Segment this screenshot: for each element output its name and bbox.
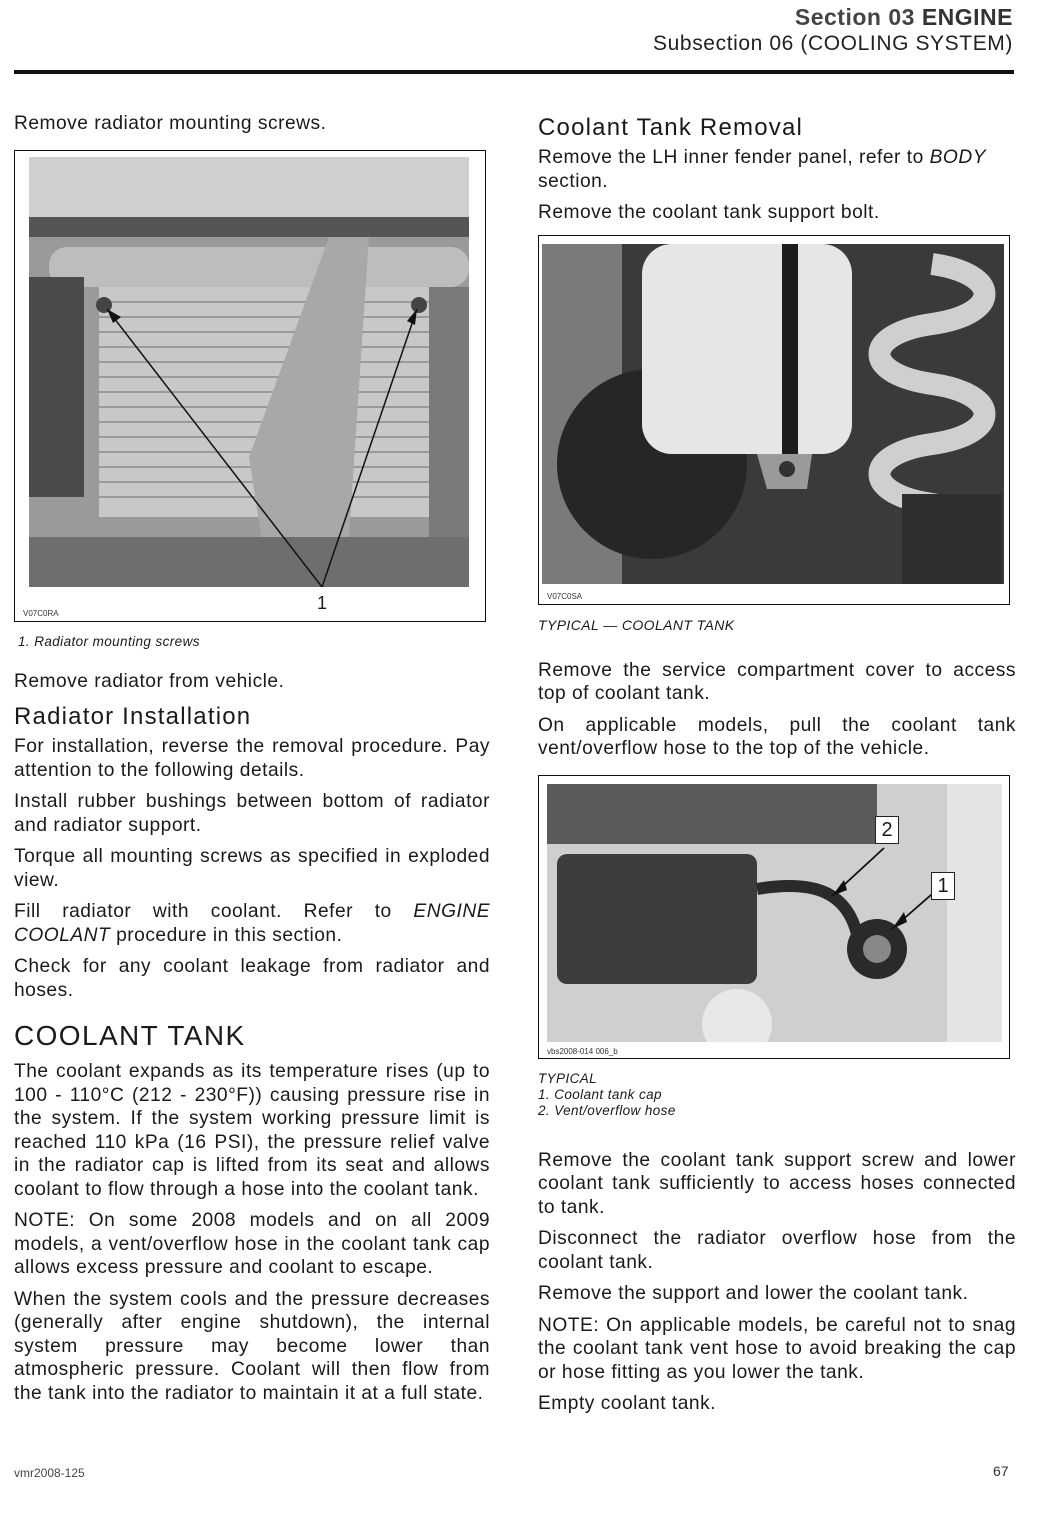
paragraph: Remove the coolant tank support bolt. bbox=[538, 202, 880, 223]
cross-reference: ENGINE COOLANT bbox=[14, 901, 490, 946]
vent-hose-photo bbox=[547, 784, 1002, 1042]
coolant-tank-photo bbox=[542, 244, 1004, 584]
paragraph bbox=[14, 900, 490, 947]
paragraph: For installation, reverse the removal procedure. Pay attention to the following details. bbox=[14, 736, 490, 781]
note-paragraph bbox=[538, 1314, 1016, 1385]
paragraph: Torque all mounting screws as specified in exploded view. bbox=[14, 846, 490, 891]
section-name: ENGINE bbox=[921, 4, 1013, 30]
coolant-tank-figure bbox=[538, 235, 1010, 605]
paragraph: When the system cools and the pressure decreases (generally after engine shutdown), the internal system pressure may become lower than atmospheric pressure. Coolant will then flow from the tank into the radiator to maintain it at a full state. bbox=[14, 1288, 490, 1404]
caption-item: 2. Vent/overflow hose bbox=[538, 1102, 676, 1118]
header-rule bbox=[14, 70, 1014, 74]
radiator-figure bbox=[14, 150, 486, 622]
heading-coolant-tank-removal: Coolant Tank Removal bbox=[538, 114, 804, 141]
figure-code: vbs2008-014 006_b bbox=[547, 1046, 618, 1056]
note-text: On applicable models, be careful not to snag the coolant tank vent hose to avoid breaking the cap or hose fitting as you lower the tank. bbox=[538, 1314, 1016, 1383]
section-title bbox=[795, 4, 1013, 31]
paragraph: On applicable models, pull the coolant tank vent/overflow hose to the top of the vehicle. bbox=[538, 714, 1016, 759]
paragraph: Remove the support and lower the coolant tank. bbox=[538, 1283, 969, 1304]
figure-code: V07C0SA bbox=[547, 591, 583, 601]
right-column bbox=[538, 114, 1016, 1424]
paragraph: Remove radiator mounting screws. bbox=[14, 113, 327, 134]
document-id: vmr2008-125 bbox=[14, 1466, 85, 1480]
text: section. bbox=[538, 170, 609, 192]
heading-coolant-tank: COOLANT TANK bbox=[14, 1020, 246, 1051]
heading-radiator-installation: Radiator Installation bbox=[14, 703, 252, 730]
page-number: 67 bbox=[993, 1463, 1009, 1479]
callout-1: 1 bbox=[931, 872, 955, 900]
paragraph: Disconnect the radiator overflow hose from the coolant tank. bbox=[538, 1228, 1016, 1273]
paragraph bbox=[538, 146, 1016, 193]
paragraph: Remove radiator from vehicle. bbox=[14, 670, 285, 692]
note-text: On some 2008 models and on all 2009 models, a vent/overflow hose in the coolant tank cap allows excess pressure and coolant to escape. bbox=[14, 1210, 490, 1278]
paragraph: Remove the service compartment cover to access top of coolant tank. bbox=[538, 659, 1016, 704]
figure-caption bbox=[538, 1071, 1016, 1119]
paragraph: Remove the coolant tank support screw and lower coolant tank sufficiently to access hoses connected to tank. bbox=[538, 1149, 1016, 1218]
paragraph: Install rubber bushings between bottom of radiator and radiator support. bbox=[14, 791, 490, 836]
vent-hose-figure bbox=[538, 775, 1010, 1059]
note-paragraph bbox=[14, 1209, 490, 1280]
text: procedure in this section. bbox=[110, 924, 343, 946]
text: Remove the LH inner fender panel, refer to bbox=[538, 147, 930, 168]
figure-code: V07C0RA bbox=[23, 608, 59, 618]
callout-1: 1 bbox=[317, 592, 328, 613]
note-label: NOTE: bbox=[538, 1314, 600, 1336]
figure-caption: 1. Radiator mounting screws bbox=[18, 633, 200, 649]
text: Fill radiator with coolant. Refer to bbox=[14, 901, 414, 922]
note-label: NOTE: bbox=[14, 1210, 76, 1231]
caption-item: 1. Coolant tank cap bbox=[538, 1086, 662, 1102]
left-column bbox=[14, 112, 490, 1413]
paragraph: Empty coolant tank. bbox=[538, 1393, 717, 1414]
callout-2: 2 bbox=[875, 816, 899, 844]
paragraph: The coolant expands as its temperature rises (up to 100 - 110°C (212 - 230°F)) causing pressure rise in the system. If the system working pressure limit is reached 110 kPa (16 PSI), the pressure relief valve in the radiator cap is lifted from its seat and allows coolant to flow through a hose into the coolant tank. bbox=[14, 1061, 490, 1200]
paragraph: Check for any coolant leakage from radiator and hoses. bbox=[14, 956, 490, 1001]
radiator-photo bbox=[29, 157, 469, 587]
subsection-title: Subsection 06 (COOLING SYSTEM) bbox=[653, 32, 1013, 55]
figure-caption: TYPICAL — COOLANT TANK bbox=[538, 616, 735, 633]
caption-title: TYPICAL bbox=[538, 1070, 598, 1086]
cross-reference: BODY bbox=[929, 147, 986, 168]
section-prefix: Section 03 bbox=[794, 4, 915, 30]
